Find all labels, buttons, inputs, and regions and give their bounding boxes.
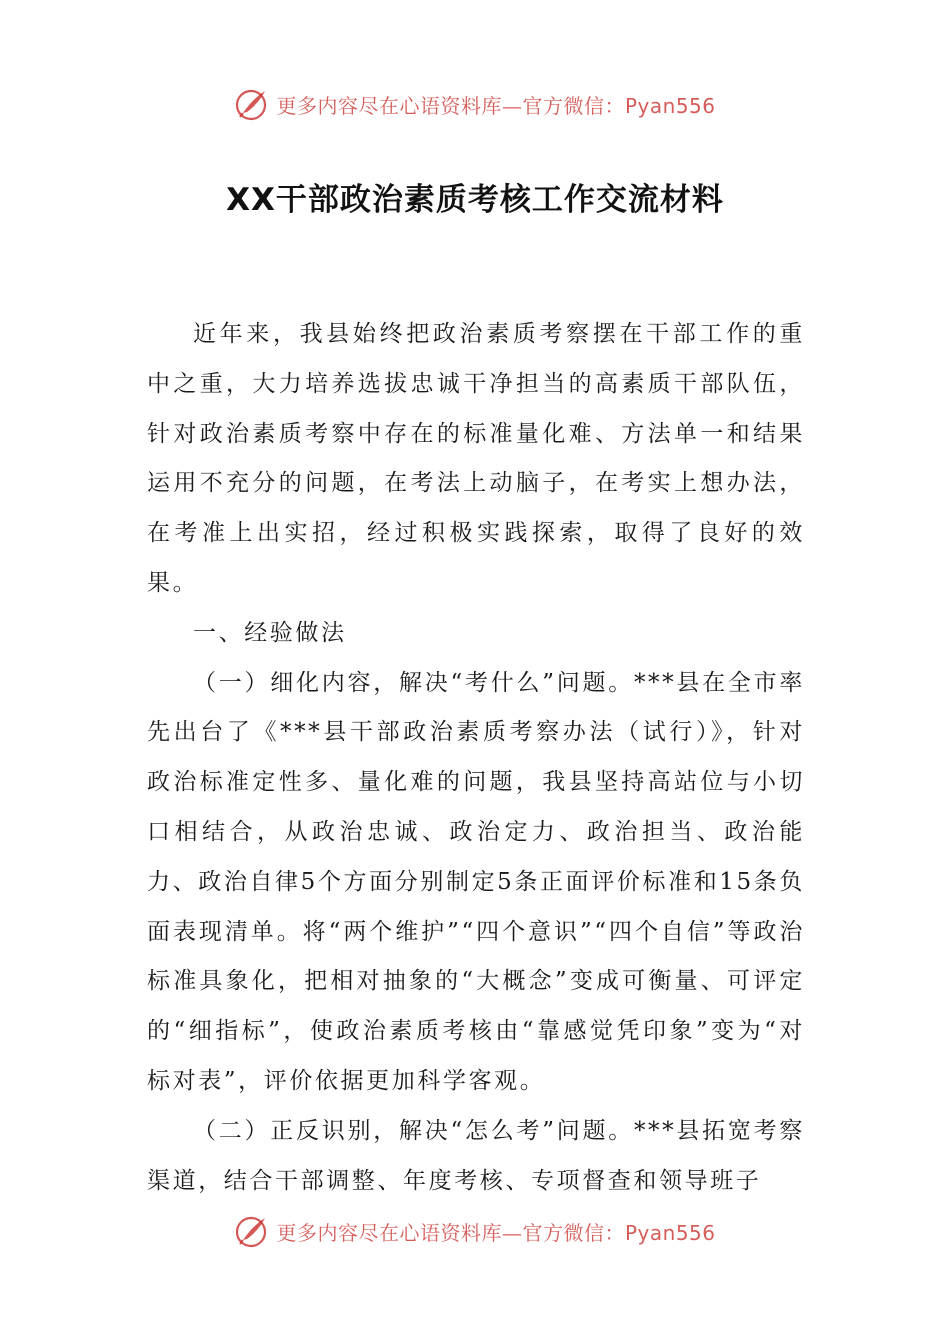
quill-logo-icon xyxy=(234,1213,270,1249)
paragraph-item-2: （二）正反识别，解决“怎么考”问题。***县拓宽考察渠道，结合干部调整、年度考核、专项督查和领导班子 xyxy=(147,1117,805,1194)
watermark-wechat-id: Pyan556 xyxy=(624,1220,716,1245)
document-body xyxy=(147,310,805,1206)
watermark-text: 更多内容尽在心语资料库—官方微信： xyxy=(276,1220,625,1245)
section-heading: 一、经验做法 xyxy=(193,619,347,646)
quill-logo-icon xyxy=(234,86,270,122)
watermark-wechat-id: Pyan556 xyxy=(624,93,716,118)
paragraph-intro: 近年来，我县始终把政治素质考察摆在干部工作的重中之重，大力培养选拔忠诚干净担当的高素质干部队伍，针对政治素质考察中存在的标准量化难、方法单一和结果运用不充分的问题，在考法上动脑子，在考实上想办法，在考准上出实招，经过积极实践探索，取得了良好的效果。 xyxy=(147,321,805,596)
watermark-text: 更多内容尽在心语资料库—官方微信： xyxy=(276,93,625,118)
document-title: XX干部政治素质考核工作交流材料 xyxy=(226,182,724,218)
header-watermark xyxy=(0,84,950,124)
paragraph-item-1: （一）细化内容，解决“考什么”问题。***县在全市率先出台了《***县干部政治素质考察办法（试行）》，针对政治标准定性多、量化难的问题，我县坚持高站位与小切口相结合，从政治忠诚、政治定力、政治担当、政治能力、政治自律5个方面分别制定5条正面评价标准和15条负面表现清单。将“两个维护”“四个意识”“四个自信”等政治标准具象化，把相对抽象的“大概念”变成可衡量、可评定的“细指标”，使政治素质考核由“靠感觉凭印象”变为“对标对表”，评价依据更加科学客观。 xyxy=(147,669,805,1094)
footer-watermark xyxy=(0,1211,950,1251)
